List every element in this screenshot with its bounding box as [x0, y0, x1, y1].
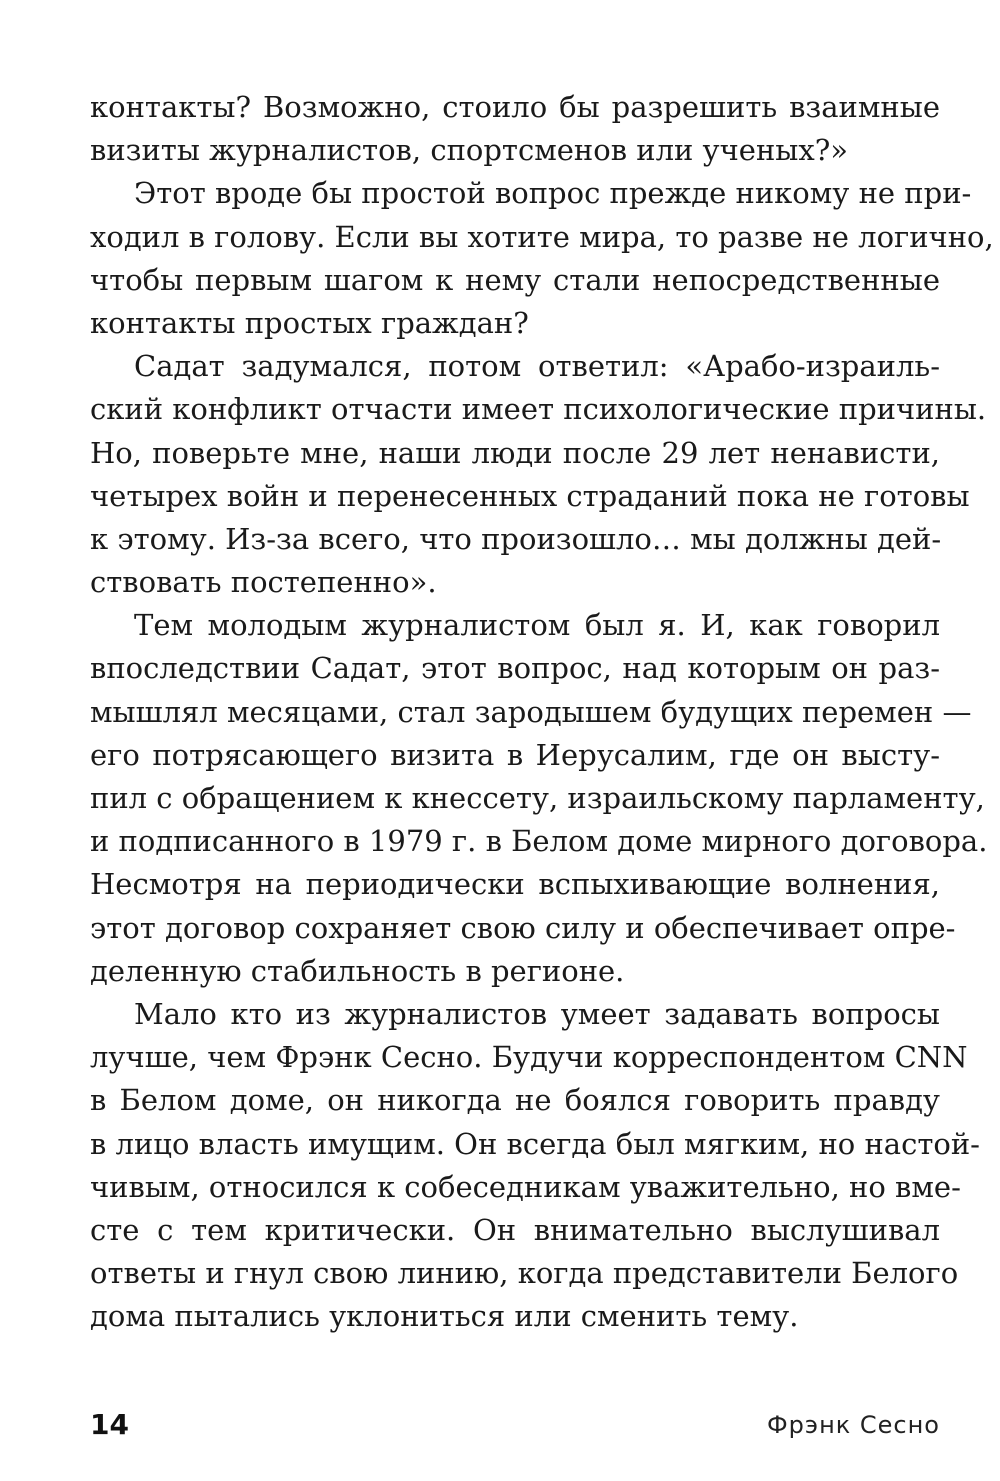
- text-line: сте с тем критически. Он внимательно выслушивал: [90, 1212, 940, 1247]
- text-line: этот договор сохраняет свою силу и обеспечивает опре-: [90, 910, 956, 945]
- text-line: Мало кто из журналистов умеет задавать вопросы: [134, 996, 940, 1031]
- text-line: чивым, относился к собеседникам уважительно, но вме-: [90, 1169, 961, 1204]
- text-line: лучше, чем Фрэнк Сесно. Будучи корреспондентом CNN: [90, 1040, 968, 1075]
- text-line: контакты простых граждан?: [90, 305, 529, 340]
- body-text: [90, 86, 994, 1338]
- text-line: контакты? Возможно, стоило бы разрешить взаимные: [90, 90, 940, 124]
- text-line: ствовать постепенно».: [90, 565, 437, 600]
- text-line: Садат задумался, потом ответил: «Арабо-израиль-: [134, 349, 940, 384]
- text-line: чтобы первым шагом к нему стали непосредственные: [90, 262, 940, 297]
- text-line: мышлял месяцами, стал зародышем будущих перемен —: [90, 694, 972, 729]
- text-line: и подписанного в 1979 г. в Белом доме мирного договора.: [90, 824, 988, 859]
- text-line: деленную стабильность в регионе.: [90, 953, 625, 988]
- text-line: ходил в голову. Если вы хотите мира, то разве не логично,: [90, 219, 994, 254]
- running-head-author: Фрэнк Сесно: [767, 1411, 940, 1439]
- text-line: четырех войн и перенесенных страданий пока не готовы: [90, 478, 970, 513]
- text-line: в лицо власть имущим. Он всегда был мягким, но настой-: [90, 1126, 980, 1161]
- text-line: впоследствии Садат, этот вопрос, над которым он раз-: [90, 651, 940, 686]
- text-line: ответы и гнул свою линию, когда представители Белого: [90, 1256, 959, 1291]
- text-line: его потрясающего визита в Иерусалим, где он высту-: [90, 737, 940, 772]
- text-line: Тем молодым журналистом был я. И, как говорил: [134, 608, 940, 643]
- text-line: пил с обращением к кнессету, израильскому парламенту,: [90, 781, 985, 815]
- page-footer: [90, 1407, 940, 1443]
- text-line: в Белом доме, он никогда не боялся говорить правду: [90, 1083, 940, 1118]
- page-number: 14: [90, 1408, 129, 1441]
- text-line: к этому. Из-за всего, что произошло… мы должны дей-: [90, 521, 942, 556]
- text-line: дома пытались уклониться или сменить тему.: [90, 1299, 799, 1334]
- text-line: Несмотря на периодически вспыхивающие волнения,: [90, 867, 940, 902]
- text-line: Этот вроде бы простой вопрос прежде никому не при-: [134, 176, 972, 211]
- text-line: Но, поверьте мне, наши люди после 29 лет ненависти,: [90, 435, 940, 470]
- text-line: визиты журналистов, спортсменов или ученых?»: [90, 133, 849, 168]
- text-line: ский конфликт отчасти имеет психологические причины.: [90, 392, 987, 427]
